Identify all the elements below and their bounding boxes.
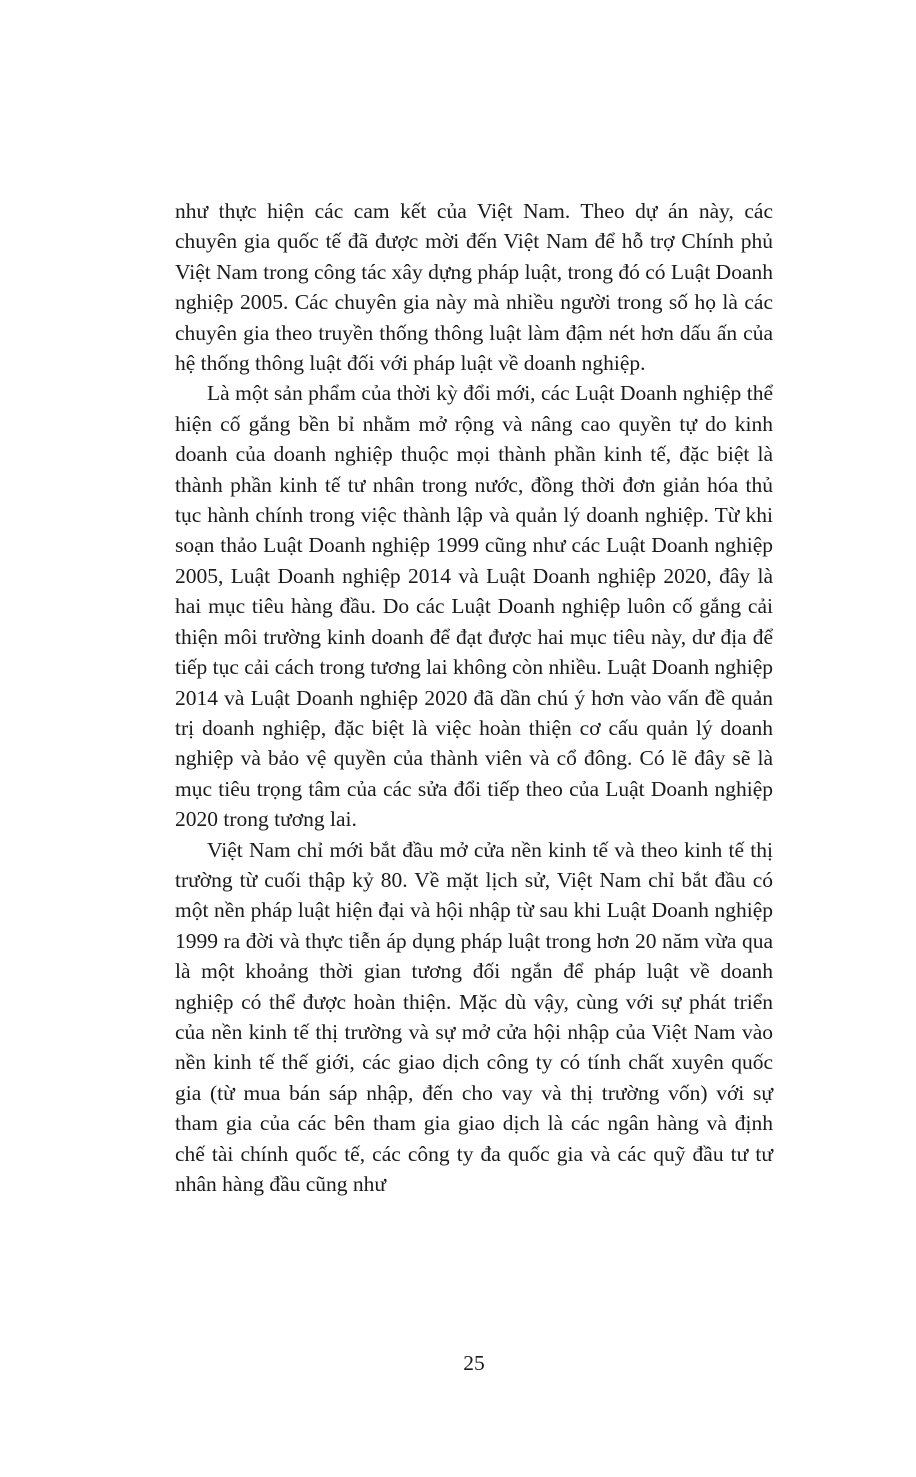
body-text	[175, 196, 773, 1199]
paragraph-continuation: như thực hiện các cam kết của Việt Nam. Theo dự án này, các chuyên gia quốc tế đã được mời đến Việt Nam để hỗ trợ Chính phủ Việt Nam trong công tác xây dựng pháp luật, trong đó có Luật Doanh nghiệp 2005. Các chuyên gia này mà nhiều người trong số họ là các chuyên gia theo truyền thống thông luật làm đậm nét hơn dấu ấn của hệ thống thông luật đối với pháp luật về doanh nghiệp.	[175, 199, 773, 376]
page-number: 25	[463, 1351, 485, 1375]
paragraph: Là một sản phẩm của thời kỳ đổi mới, các Luật Doanh nghiệp thể hiện cố gắng bền bỉ nhằm mở rộng và nâng cao quyền tự do kinh doanh của doanh nghiệp thuộc mọi thành phần kinh tế, đặc biệt là thành phần kinh tế tư nhân trong nước, đồng thời đơn giản hóa thủ tục hành chính trong việc thành lập và quản lý doanh nghiệp. Từ khi soạn thảo Luật Doanh nghiệp 1999 cũng như các Luật Doanh nghiệp 2005, Luật Doanh nghiệp 2014 và Luật Doanh nghiệp 2020, đây là hai mục tiêu hàng đầu. Do các Luật Doanh nghiệp luôn cố gắng cải thiện môi trường kinh doanh để đạt được hai mục tiêu này, dư địa để tiếp tục cải cách trong tương lai không còn nhiều. Luật Doanh nghiệp 2014 và Luật Doanh nghiệp 2020 đã dần chú ý hơn vào vấn đề quản trị doanh nghiệp, đặc biệt là việc hoàn thiện cơ cấu quản lý doanh nghiệp và bảo vệ quyền của thành viên và cổ đông. Có lẽ đây sẽ là mục tiêu trọng tâm của các sửa đổi tiếp theo của Luật Doanh nghiệp 2020 trong tương lai.	[175, 381, 773, 832]
paragraph: Việt Nam chỉ mới bắt đầu mở cửa nền kinh tế và theo kinh tế thị trường từ cuối thập kỷ 80. Về mặt lịch sử, Việt Nam chỉ bắt đầu có một nền pháp luật hiện đại và hội nhập từ sau khi Luật Doanh nghiệp 1999 ra đời và thực tiễn áp dụng pháp luật trong hơn 20 năm vừa qua là một khoảng thời gian tương đối ngắn để pháp luật về doanh nghiệp có thể được hoàn thiện. Mặc dù vậy, cùng với sự phát triển của nền kinh tế thị trường và sự mở cửa hội nhập của Việt Nam vào nền kinh tế thế giới, các giao dịch công ty có tính chất xuyên quốc gia (từ mua bán sáp nhập, đến cho vay và thị trường vốn) với sự tham gia của các bên tham gia giao dịch là các ngân hàng và định chế tài chính quốc tế, các công ty đa quốc gia và các quỹ đầu tư tư nhân hàng đầu cũng như	[175, 837, 773, 1196]
